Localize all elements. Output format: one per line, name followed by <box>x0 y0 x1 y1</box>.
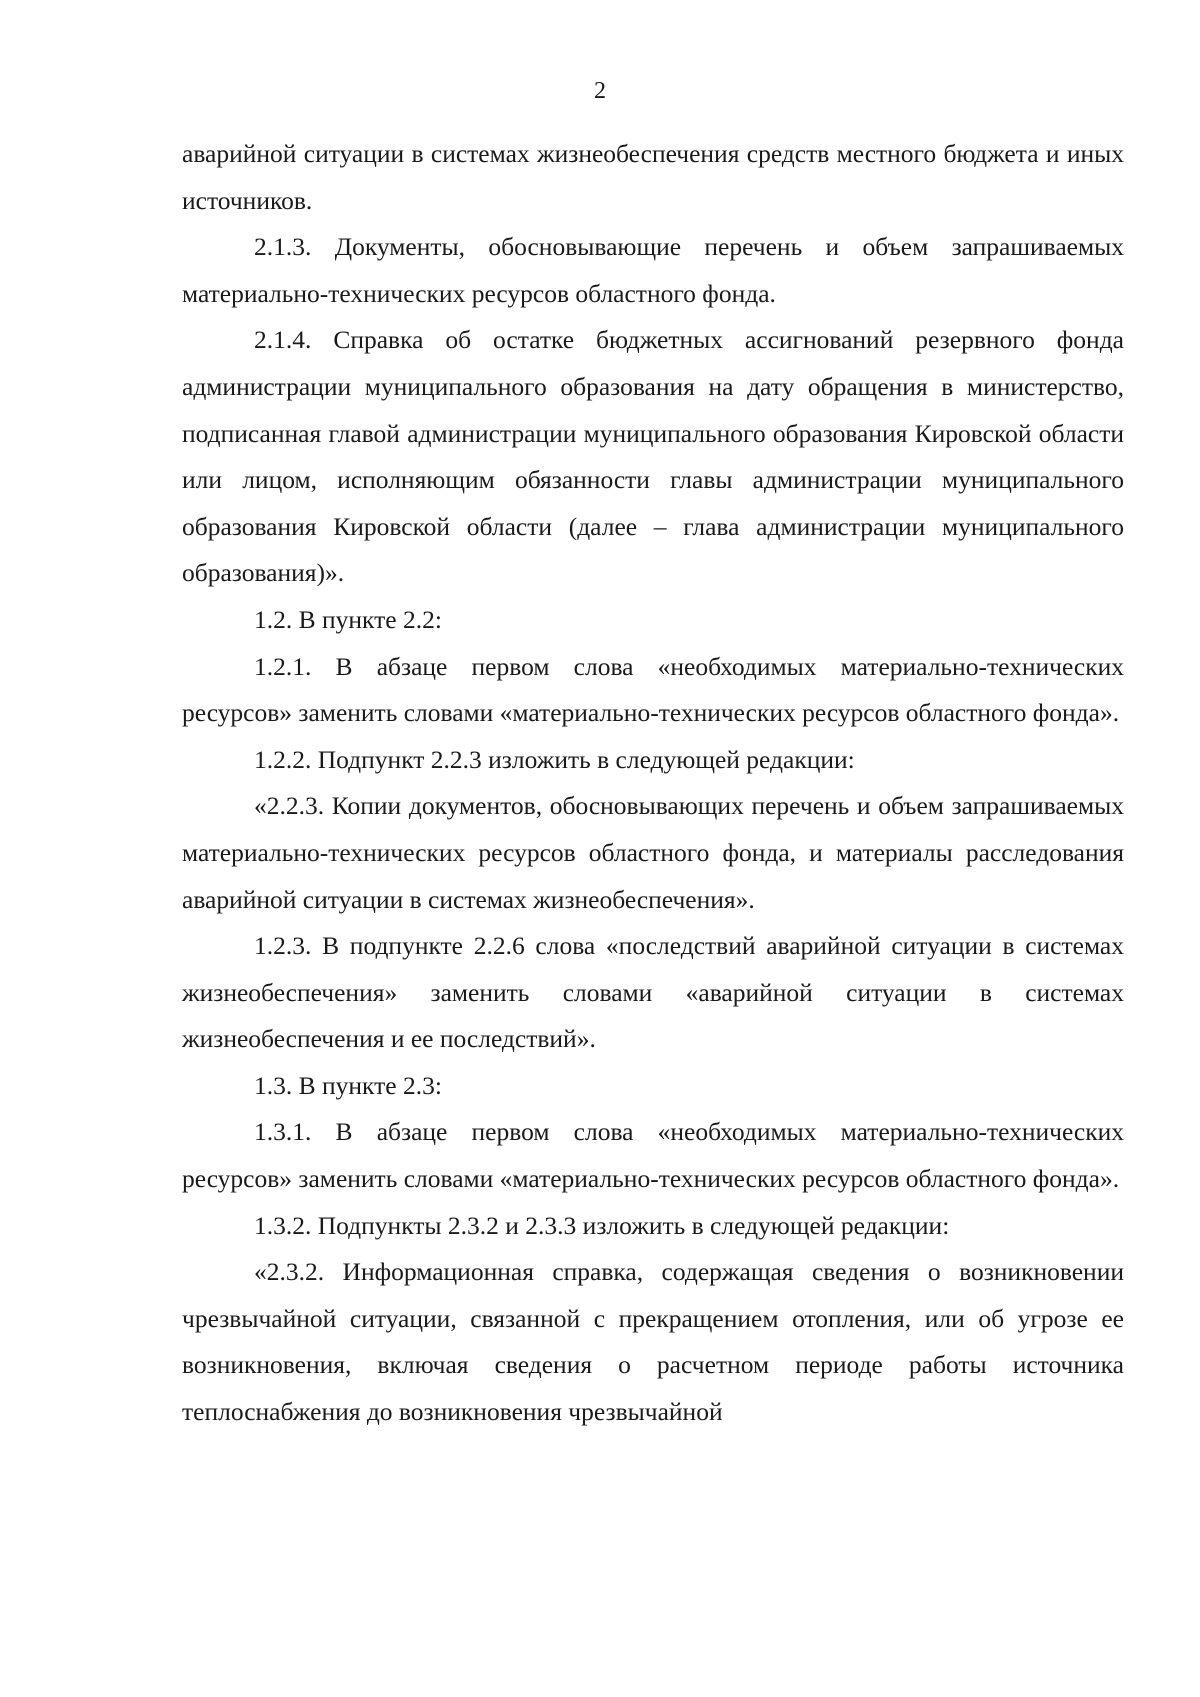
document-paragraph: 1.3.1. В абзаце первом слова «необходимых материально-технических ресурсов» заменить словами «материально-технических ресурсов областного фонда». <box>182 1117 1124 1194</box>
document-paragraph: аварийной ситуации в системах жизнеобеспечения средств местного бюджета и иных источников. <box>182 139 1124 215</box>
document-paragraph: 1.2.2. Подпункт 2.2.3 изложить в следующей редакции: <box>254 744 855 774</box>
page-number: 2 <box>594 78 606 104</box>
document-paragraph: «2.2.3. Копии документов, обосновывающих перечень и объем запрашиваемых материально-технических ресурсов областного фонда, и материалы расследования аварийной ситуации в системах жизнеобеспечения». <box>182 791 1124 914</box>
document-paragraph: 1.3. В пункте 2.3: <box>254 1070 442 1100</box>
document-body <box>182 131 1124 1436</box>
document-paragraph: «2.3.2. Информационная справка, содержащая сведения о возникновении чрезвычайной ситуации, связанной с прекращением отопления, или об угрозе ее возникновения, включая сведения о расчетном периоде работы источника теплоснабжения до возникновения чрезвычайной <box>182 1257 1124 1427</box>
document-paragraph: 2.1.3. Документы, обосновывающие перечень и объем запрашиваемых материально-технических ресурсов областного фонда. <box>182 232 1124 308</box>
document-paragraph: 2.1.4. Справка об остатке бюджетных ассигнований резервного фонда администрации муниципального образования на дату обращения в министерство, подписанная главой администрации муниципального образования Кировской области или лицом, исполняющим обязанности главы администрации муниципального образования Кировской области (далее – глава администрации муниципального образования)». <box>182 325 1124 588</box>
document-paragraph: 1.2. В пункте 2.2: <box>254 604 442 634</box>
document-paragraph: 1.2.3. В подпункте 2.2.6 слова «последствий аварийной ситуации в системах жизнеобеспечения» заменить словами «аварийной ситуации в системах жизнеобеспечения и ее последствий». <box>182 931 1124 1054</box>
document-paragraph: 1.2.1. В абзаце первом слова «необходимых материально-технических ресурсов» заменить словами «материально-технических ресурсов областного фонда». <box>182 651 1124 728</box>
document-paragraph: 1.3.2. Подпункты 2.3.2 и 2.3.3 изложить в следующей редакции: <box>254 1210 950 1240</box>
